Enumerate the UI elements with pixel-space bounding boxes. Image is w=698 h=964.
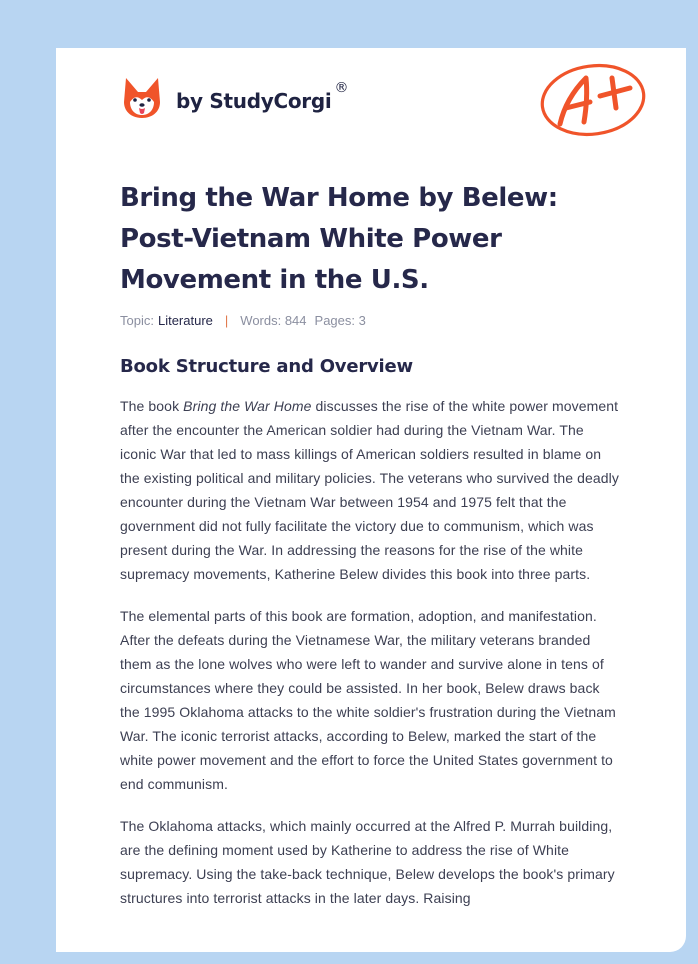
paragraph-1 [120,394,620,586]
registered-mark: ® [334,80,349,96]
article-content [120,178,620,910]
site-header [56,48,686,168]
section-heading: Book Structure and Overview [120,356,413,377]
paragraph-3: The Oklahoma attacks, which mainly occurred at the Alfred P. Murrah building, are the defining moment used by Katherine to address the rise of White supremacy. Using the take-back technique, Belew develops the book's primary structures into terrorist attacks in the later days. Raising [120,818,615,906]
article-card [56,48,686,952]
paragraph-1-prefix: The book [120,398,184,414]
brand-name: by StudyCorgi [176,89,332,113]
studycorgi-logo[interactable] [122,76,348,120]
book-title-italic: Bring the War Home [183,398,312,414]
corgi-logo-icon [122,76,162,120]
topic-label: Topic: [120,313,154,328]
article-title: Bring the War Home by Belew: Post-Vietnam White Power Movement in the U.S. [120,183,558,295]
paragraph-1-rest: discusses the rise of the white power movement after the encounter the American soldier had during the Vietnam War. The iconic War that led to mass killings of American soldiers resulted in blame on the existing political and military policies. The veterans who survived the deadly encounter during the Vietnam War between 1954 and 1975 felt that the government did not fully facilitate the victory due to communism, which was present during the War. In addressing the reasons for the rise of the white supremacy movements, Katherine Belew divides this book into three parts. [120,398,619,582]
meta-separator: | [224,313,229,328]
word-count: Words: 844 [240,313,307,328]
topic-link[interactable]: Literature [157,313,213,328]
page-count: Pages: 3 [314,313,366,328]
a-plus-grade-icon [538,58,650,145]
article-meta [120,313,620,328]
paragraph-2: The elemental parts of this book are formation, adoption, and manifestation. After the defeats during the Vietnamese War, the military veterans branded them as the lone wolves who were left to wander and survive alone in tens of circumstances where they could be assisted. In her book, Belew draws back the 1995 Oklahoma attacks to the white soldier's frustration during the Vietnam War. The iconic terrorist attacks, according to Belew, marked the start of the white power movement and the effort to force the United States government to end communism. [120,608,616,792]
